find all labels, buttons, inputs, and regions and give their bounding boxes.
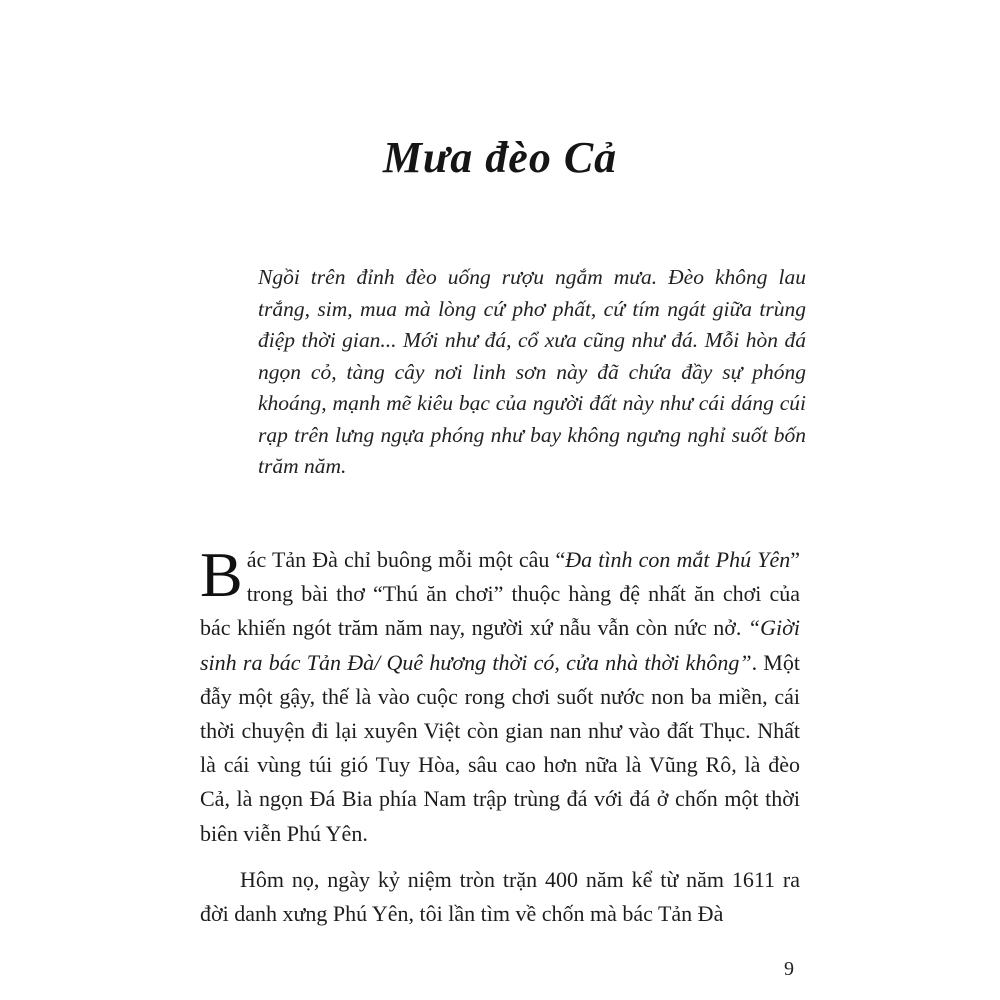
body-paragraph-1 (200, 539, 800, 851)
chapter-epigraph: Ngồi trên đỉnh đèo uống rượu ngắm mưa. Đèo không lau trắng, sim, mua mà lòng cứ phơ phất, cứ tím ngát giữa trùng điệp thời gian... Mới như đá, cổ xưa cũng như đá. Mỗi hòn đá ngọn cỏ, tàng cây nơi linh sơn này đã chứa đầy sự phóng khoáng, mạnh mẽ kiêu bạc của người đất này như cái dáng cúi rạp trên lưng ngựa phóng như bay không ngưng nghỉ suốt bốn trăm năm. (258, 265, 806, 478)
quote-gioi-sinh: “Giời sinh ra bác Tản Đà/ Quê hương thời có, cửa nhà thời không” (200, 615, 800, 675)
drop-cap: B (200, 539, 243, 610)
chapter-title: Mưa đèo Cả (382, 133, 618, 182)
body-paragraph-2: Hôm nọ, ngày kỷ niệm tròn trặn 400 năm kể từ năm 1611 ra đời danh xưng Phú Yên, tôi lần tìm về chốn mà bác Tản Đà (200, 866, 800, 927)
body-text-1c: . Một đẫy một gậy, thế là vào cuộc rong chơi suốt nước non ba miền, cái thời chuyện đi lại xuyên Việt còn gian nan như vào đất Thục. Nhất là cái vùng túi gió Tuy Hòa, sâu cao hơn nữa là Vũng Rô, là đèo Cả, là ngọn Đá Bia phía Nam trập trùng đá với đá ở chốn một thời biên viễn Phú Yên. (200, 649, 800, 846)
body-text-1a: ác Tản Đà chỉ buông mỗi một câu “ (246, 547, 566, 572)
body-text-1b: ” trong bài thơ “Thú ăn chơi” thuộc hàng đệ nhất ăn chơi của bác khiến ngót trăm năm nay, người xứ nẫu vẫn còn nức nở. (200, 547, 800, 641)
quote-da-tinh: Đa tình con mắt Phú Yên (565, 547, 791, 572)
page-number: 9 (784, 958, 794, 980)
chapter-body (200, 539, 800, 931)
